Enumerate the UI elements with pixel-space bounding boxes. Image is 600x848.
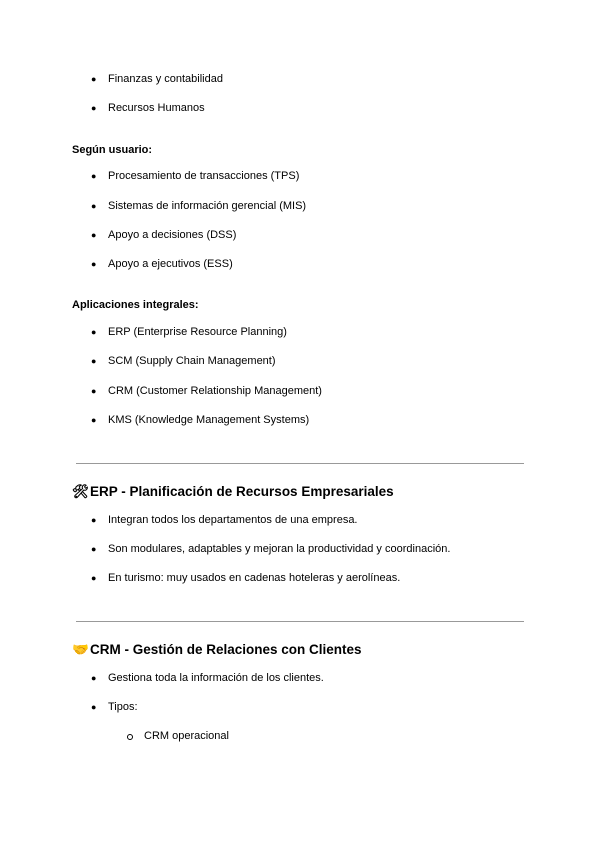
bullet: ●	[91, 103, 97, 113]
list-item: Procesamiento de transacciones (TPS)	[108, 170, 300, 182]
list-item: ERP (Enterprise Resource Planning)	[108, 326, 287, 338]
bullet: ●	[91, 673, 97, 683]
list-item: Tipos:	[108, 701, 138, 713]
list-item: Finanzas y contabilidad	[108, 73, 223, 85]
list-item: En turismo: muy usados en cadenas hoteleras y aerolíneas.	[108, 572, 401, 584]
erp-heading	[72, 483, 394, 501]
list-item: Son modulares, adaptables y mejoran la productividad y coordinación.	[108, 543, 451, 555]
list-item: Apoyo a ejecutivos (ESS)	[108, 258, 233, 270]
bullet: ●	[91, 386, 97, 396]
bullet: ●	[91, 74, 97, 84]
sub-list-item: CRM operacional	[144, 730, 229, 742]
bullet: ●	[91, 171, 97, 181]
erp-title: ERP - Planificación de Recursos Empresariales	[90, 484, 394, 499]
hollow-bullet	[127, 734, 133, 740]
bullet: ●	[91, 259, 97, 269]
bullet: ●	[91, 515, 97, 525]
bullet: ●	[91, 702, 97, 712]
horizontal-divider	[76, 621, 524, 622]
section-heading: Aplicaciones integrales:	[72, 299, 199, 311]
crm-heading	[72, 641, 362, 659]
bullet: ●	[91, 327, 97, 337]
bullet: ●	[91, 201, 97, 211]
list-item: Recursos Humanos	[108, 102, 205, 114]
bullet: ●	[91, 573, 97, 583]
list-item: Gestiona toda la información de los clientes.	[108, 672, 324, 684]
tools-icon: 🛠	[72, 484, 90, 499]
horizontal-divider	[76, 463, 524, 464]
list-item: Sistemas de información gerencial (MIS)	[108, 200, 307, 212]
crm-title: CRM - Gestión de Relaciones con Clientes	[90, 642, 362, 657]
section-heading: Según usuario:	[72, 144, 153, 156]
list-item: SCM (Supply Chain Management)	[108, 355, 276, 367]
bullet: ●	[91, 356, 97, 366]
list-item: Apoyo a decisiones (DSS)	[108, 229, 237, 241]
list-item: KMS (Knowledge Management Systems)	[108, 414, 310, 426]
bullet: ●	[91, 544, 97, 554]
list-item: CRM (Customer Relationship Management)	[108, 385, 322, 397]
list-item: Integran todos los departamentos de una empresa.	[108, 514, 358, 526]
bullet: ●	[91, 415, 97, 425]
bullet: ●	[91, 230, 97, 240]
handshake-icon: 🤝	[72, 642, 89, 657]
